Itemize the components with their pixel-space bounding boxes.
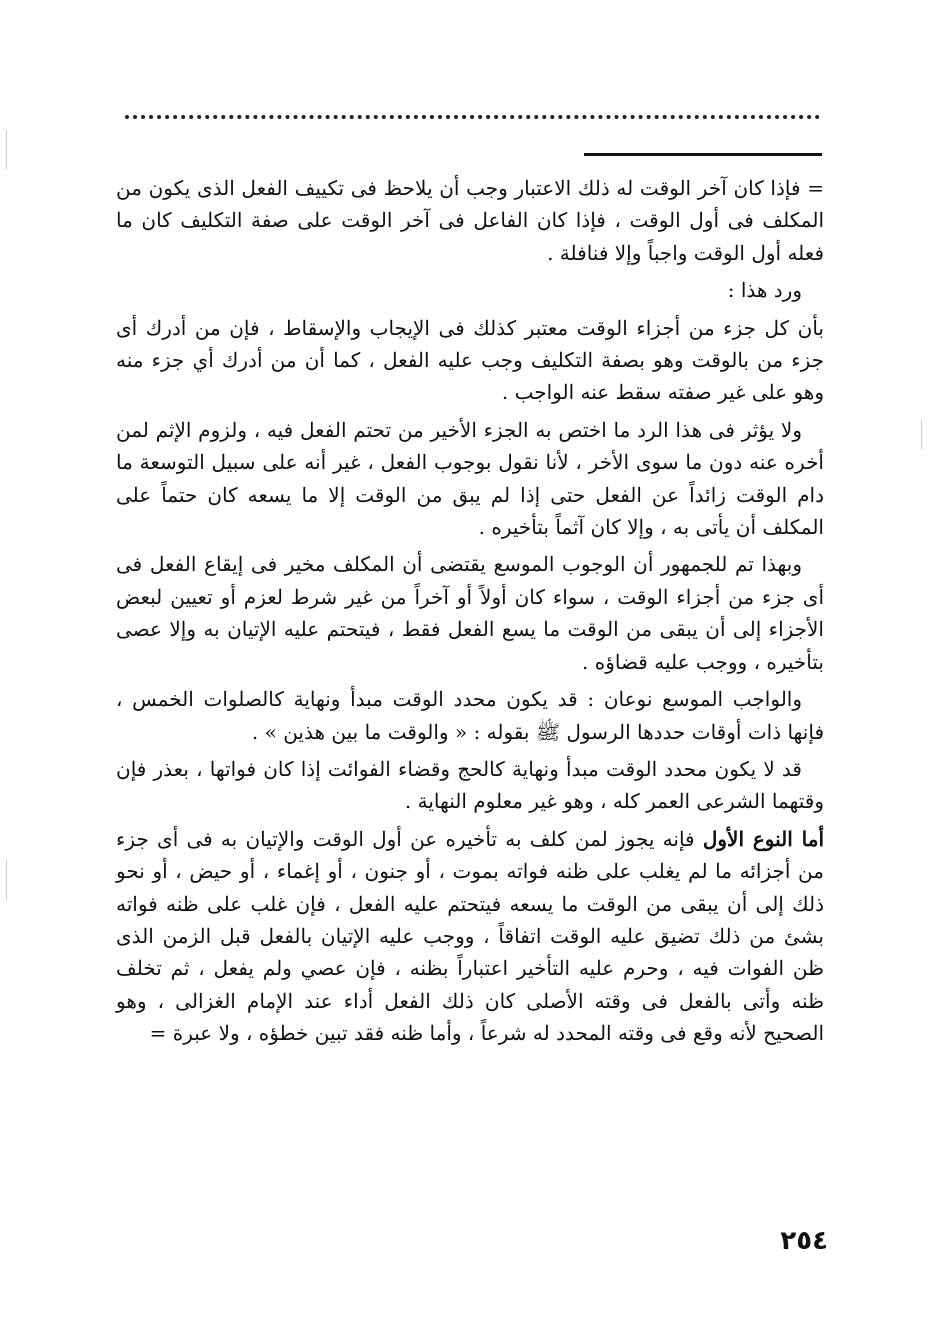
paragraph: = فإذا كان آخر الوقت له ذلك الاعتبار وجب أن يلاحظ فى تكييف الفعل الذى يكون من المكلف فى أول الوقت ، فإذا كان الفاعل فى آخر الوقت على صفة التكليف كان ما فعله أول الوقت واجباً وإلا فنافلة .: [116, 176, 825, 265]
scan-edge-mark: [6, 860, 7, 900]
paragraph: والواجب الموسع نوعان : قد يكون محدد الوقت مبدأ ونهاية كالصلوات الخمس ، فإنها ذات أوقات حددها الرسول ﷺ بقوله : « والوقت ما بين هذين » .: [116, 687, 824, 744]
paragraph: ولا يؤثر فى هذا الرد ما اختص به الجزء الأخير من تحتم الفعل فيه ، ولزوم الإثم لمن أخره عنه دون ما سوى الأخر ، لأنا نقول بوجوب الفعل ، غير أنه على سبيل التوسعة ما دام الوقت زائداً عن الفعل حتى إذا لم يبق من الوقت إلا ما يسعه كان حتماً على المكلف أن يأتى به ، وإلا كان آثماً بتأخيره .: [116, 417, 824, 540]
footnote-text: [116, 172, 824, 1055]
dotted-separator: [125, 115, 820, 119]
page-number: ٢٥٤: [780, 1226, 828, 1256]
paragraph: قد لا يكون محدد الوقت مبدأ ونهاية كالحج وقضاء الفوائت إذا كان فواتها ، بعذر فإن وقتهما الشرعى العمر كله ، وهو غير معلوم النهاية .: [116, 756, 824, 814]
paragraph: بأن كل جزء من أجزاء الوقت معتبر كذلك فى الإيجاب والإسقاط ، فإن من أدرك أى جزء من بالوقت وهو بصفة التكليف وجب عليه الفعل ، كما أن من أدرك أي جزء منه وهو على غير صفته سقط عنه الواجب .: [116, 315, 824, 405]
paragraph: وبهذا تم للجمهور أن الوجوب الموسع يقتضى أن المكلف مخير فى إيقاع الفعل فى أى جزء من أجزاء الوقت ، سواء كان أولاً أو آخراً من غير شرط لعزم أو تعيين لبعض الأجزاء إلى أن يبقى من الوقت ما يسع الفعل فقط ، فيتحتم عليه الإتيان به وإلا عصى بتأخيره ، ووجب عليه قضاؤه .: [116, 552, 824, 674]
scan-edge-mark: [6, 130, 7, 170]
footnote-rule: [584, 153, 822, 156]
scan-edge-mark: [921, 420, 922, 450]
paragraph: [116, 823, 824, 1050]
paragraph: ورد هذا :: [727, 278, 802, 303]
paragraph-body: فإنه يجوز لمن كلف به تأخيره عن أول الوقت والإتيان به فى أى جزء من أجزائه ما لم يغلب على ظنه فواته بموت ، أو جنون ، أو إغماء ، أو حيض ، أو نحو ذلك إلى أن يبقى من الوقت ما يسعه فيتحتم عليه الفعل ، فإن غلب على ظنه فواته بشئ من ذلك تضيق عليه الوقت اتفاقاً ، ووجب عليه الإتيان بالفعل قبل الزمن الذى ظن الفوات فيه ، وحرم عليه التأخير اعتباراً بظنه ، فإن عصي ولم يفعل ، ثم تخلف ظنه وأتى بالفعل فى وقته الأصلى كان ذلك الفعل أداء عند الإمام الغزالى ، وهو الصحيح لأنه وقع فى وقته المحدد له شرعاً ، وأما ظنه فقد تبين خطؤه ، ولا عبرة =: [116, 826, 824, 1046]
section-lead: أما النوع الأول: [702, 826, 824, 851]
